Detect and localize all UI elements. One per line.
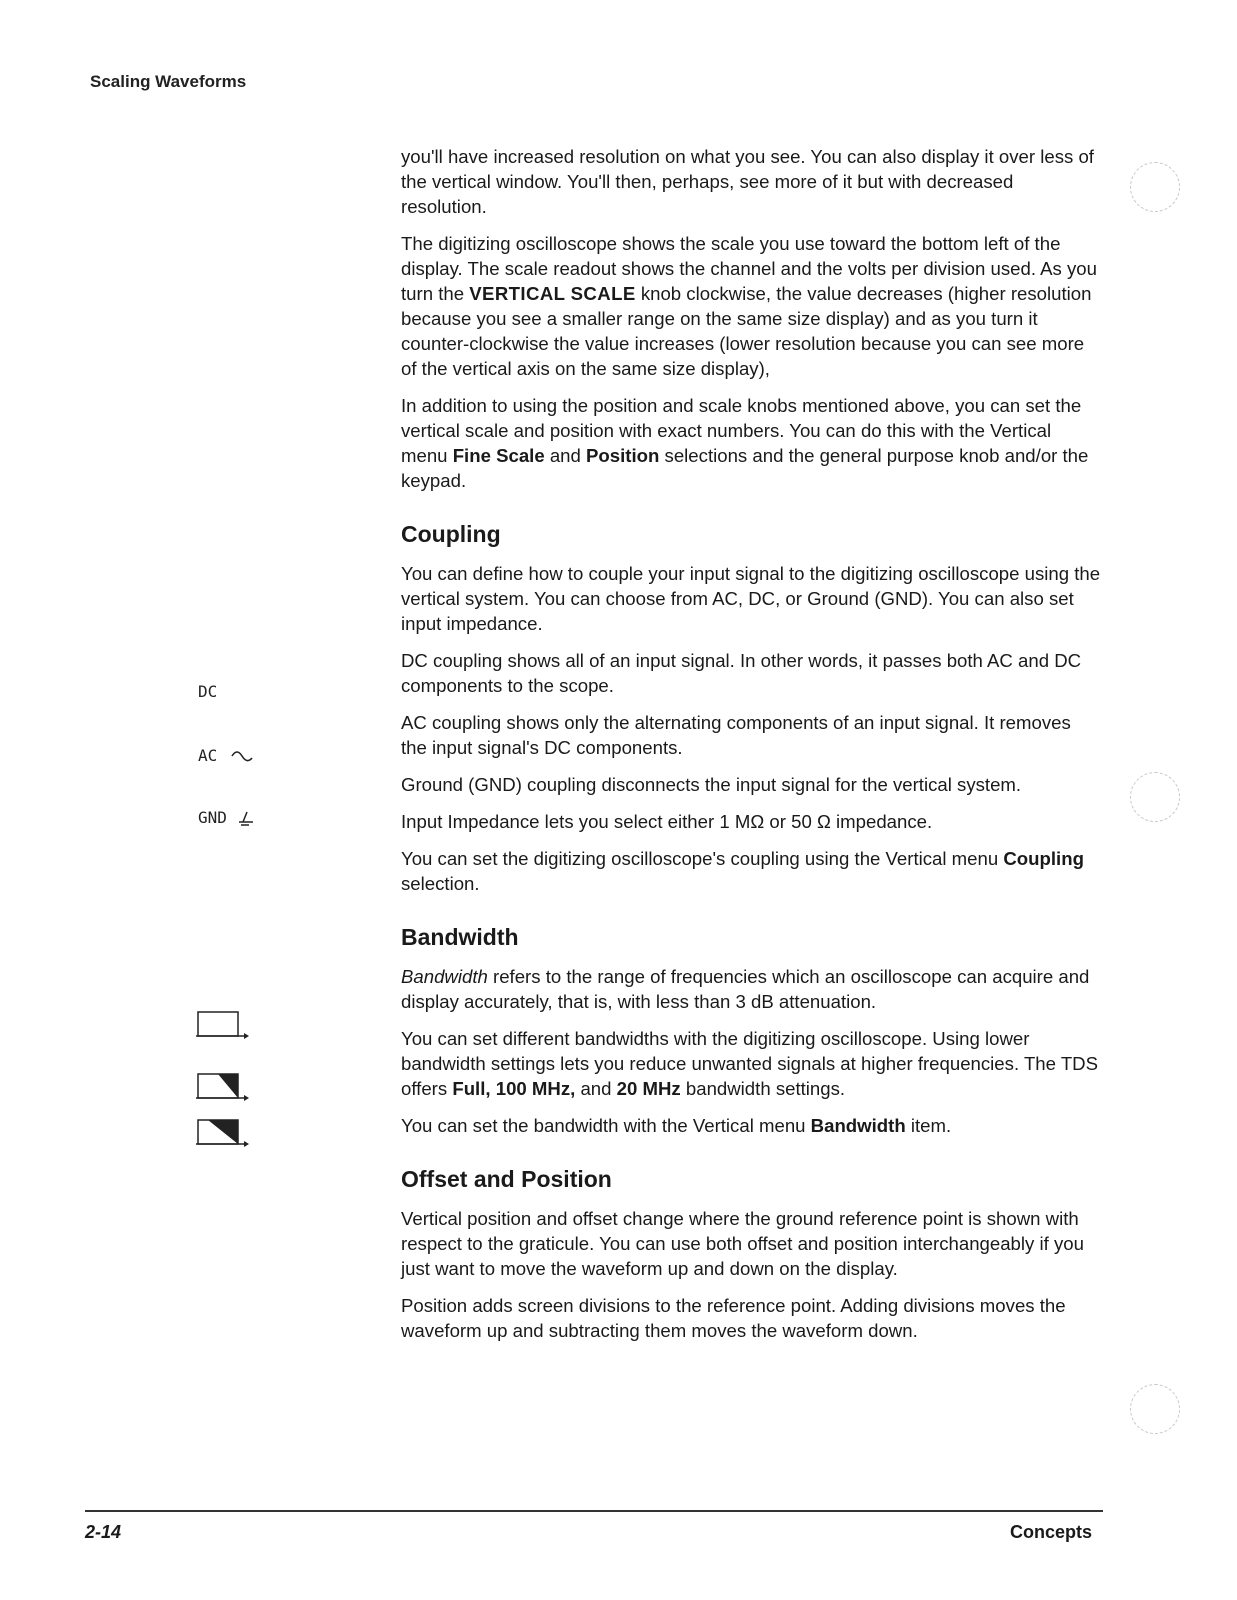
menu-item-name: Coupling [1003,848,1084,869]
ac-coupling-icon [230,750,256,764]
paragraph: The digitizing oscilloscope shows the scale you use toward the bottom left of the display. The scale readout shows the channel and the volts per division used. As you turn the VERTICAL SCALE knob clockwise, the value decreases (higher resolution because you see a smaller range on the same size display) and as you turn it counter-clockwise the value increases (lower resolution because you can see more of the vertical axis on the same size display), [401,233,1097,379]
menu-item-name: Position [586,445,660,466]
main-content [401,144,1101,1355]
paragraph: you'll have increased resolution on what you see. You can also display it over less of the vertical window. You'll then, perhaps, see more of it but with decreased resolution. [401,146,1094,217]
paragraph: You can set the bandwidth with the Vertical menu Bandwidth item. [401,1115,952,1136]
term: Bandwidth [401,966,488,987]
full-bandwidth-icon [196,1010,252,1040]
punch-hole-mark [1130,772,1180,822]
ac-margin-label: AC [198,746,256,765]
paragraph: Ground (GND) coupling disconnects the input signal for the vertical system. [401,774,1022,795]
dc-margin-label: DC [198,682,218,701]
punch-hole-mark [1130,1384,1180,1434]
20mhz-bandwidth-icon [196,1118,252,1148]
paragraph: AC coupling shows only the alternating components of an input signal. It removes the input signal's DC components. [401,712,1071,758]
footer-rule [85,1510,1103,1512]
paragraph: DC coupling shows all of an input signal. In other words, it passes both AC and DC components to the scope. [401,650,1082,696]
paragraph: Vertical position and offset change where the ground reference point is shown with respect to the graticule. You can use both offset and position interchangeably if you just want to move the waveform up and down on the display. [401,1208,1084,1279]
running-head: Scaling Waveforms [90,72,247,91]
footer-section: Concepts [1009,1522,1092,1542]
page-number: 2-14 [85,1522,122,1542]
gnd-margin-label: GND [198,808,255,828]
section-heading-coupling: Coupling [401,521,501,547]
control-name: VERTICAL SCALE [469,283,636,304]
100mhz-bandwidth-icon [196,1072,252,1102]
paragraph: In addition to using the position and scale knobs mentioned above, you can set the vertical scale and position with exact numbers. You can do this with the Vertical menu Fine Scale and Position selections and the general purpose knob and/or the keypad. [401,395,1089,491]
ground-symbol-icon [237,810,255,828]
setting-name: Full, 100 MHz, [452,1078,576,1099]
paragraph: Position adds screen divisions to the reference point. Adding divisions moves the waveform up and subtracting them moves the waveform down. [401,1295,1066,1341]
paragraph: You can set the digitizing oscilloscope's coupling using the Vertical menu Coupling selection. [401,848,1084,894]
menu-item-name: Bandwidth [810,1115,906,1136]
setting-name: 20 MHz [616,1078,681,1099]
paragraph: Input Impedance lets you select either 1 MΩ or 50 Ω impedance. [401,811,933,832]
punch-hole-mark [1130,162,1180,212]
section-heading-bandwidth: Bandwidth [401,924,519,950]
paragraph: You can define how to couple your input signal to the digitizing oscilloscope using the vertical system. You can choose from AC, DC, or Ground (GND). You can also set input impedance. [401,563,1101,634]
paragraph: Bandwidth refers to the range of frequencies which an oscilloscope can acquire and display accurately, that is, with less than 3 dB attenuation. [401,966,1090,1012]
menu-item-name: Fine Scale [452,445,545,466]
section-heading-offset-position: Offset and Position [401,1166,612,1192]
paragraph: You can set different bandwidths with the digitizing oscilloscope. Using lower bandwidth settings lets you reduce unwanted signals at higher frequencies. The TDS offers Full, 100 MHz, and 20 MHz bandwidth settings. [401,1028,1099,1099]
